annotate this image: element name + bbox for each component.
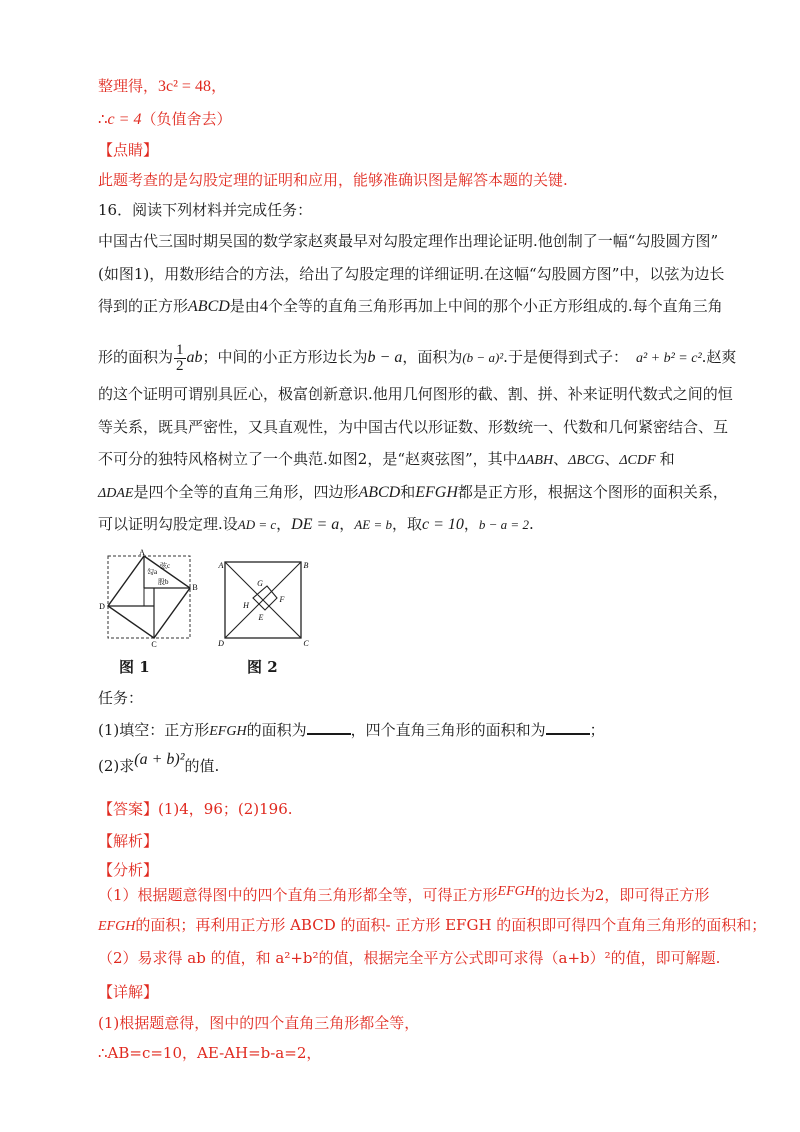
math-ae-equals-b: AE = b [354, 517, 392, 532]
text-span: ， [339, 515, 355, 533]
math-efgh: EFGH [209, 724, 247, 739]
text-span: 形的面积为 [98, 348, 174, 366]
text-span: ；中间的小正方形边长为 [202, 348, 368, 366]
problem-paragraph-line-6: 等关系，既具严密性，又具直观性，为中国古代以形证数、形数统一、代数和几何紧密结合、互 [98, 418, 729, 436]
analysis-line-2 [98, 915, 766, 937]
problem-paragraph-line-3 [98, 296, 723, 317]
text-span: （1）根据题意得图中的四个直角三角形都全等，可得正方形 [98, 886, 498, 904]
text-span: 的面积为 [246, 721, 307, 739]
therefore-symbol: ∴ [98, 110, 108, 128]
math-efgh: EFGH [415, 484, 458, 501]
answer-blank-2[interactable] [546, 719, 590, 735]
text-span: ， [276, 515, 292, 533]
math-efgh: EFGH [497, 884, 535, 899]
math-de-equals-a: DE = a [291, 516, 340, 533]
text-span: 的面积；再利用正方形 ABCD 的面积- 正方形 EFGH 的面积即可得四个直角三角形的面积和； [135, 916, 767, 934]
detail-line-2: ∴AB=c=10，AE-AH=b-a=2， [98, 1044, 322, 1062]
figure-2-caption: 图 2 [247, 658, 278, 676]
tasks-heading: 任务： [98, 689, 144, 707]
text-span: ， [463, 515, 479, 533]
answer-text: (1)4，96；(2)196. [158, 800, 293, 818]
math-four: 4 [259, 298, 268, 315]
text-span: ，四个直角三角形的面积和为 [350, 721, 546, 739]
text-span: .赵爽 [701, 348, 737, 366]
result-note: （负值舍去） [141, 110, 232, 128]
math-a-plus-b-squared: (a + b)² [134, 751, 185, 768]
fig2-label-B: B [303, 561, 309, 570]
simplify-line [98, 76, 227, 97]
problem-paragraph-line-4 [98, 340, 736, 376]
problem-paragraph-line-9 [98, 514, 534, 535]
problem-paragraph-line-5: 的这个证明可谓别具匠心，极富创新意识.他用几何图形的截、割、拼、补来证明代数式之间的恒 [98, 385, 733, 403]
problem-number-line: 16．阅读下列材料并完成任务： [98, 201, 313, 219]
math-triangle-abh: ΔABH [517, 453, 554, 468]
problem-paragraph-line-7 [98, 449, 675, 471]
result-line [98, 109, 231, 130]
text-span: 的值. [184, 757, 220, 775]
xiangjie-heading: 【详解】 [98, 983, 159, 1001]
fraction-one-half [174, 343, 186, 374]
text-span: 是四个全等的直角三角形，四边形 [133, 483, 359, 501]
text-span: 和 [400, 483, 416, 501]
text-span: 和 [659, 450, 675, 468]
fraction-denominator: 2 [176, 357, 184, 374]
fig2-label-F: F [279, 595, 285, 604]
fig1-label-A: A [139, 548, 145, 557]
math-pythagorean: a² + b² = c² [635, 351, 702, 366]
math-c-equals-10: c = 10 [421, 516, 464, 533]
text-span: (2)求 [98, 757, 135, 775]
problem-paragraph-line-8 [98, 482, 728, 504]
text-span: 可以证明勾股定理.设 [98, 515, 238, 533]
detail-line-1: (1)根据题意得，图中的四个直角三角形都全等， [98, 1014, 420, 1032]
text-span: 个全等的直角三角形再加上中间的那个小正方形组成的.每个直角三角 [267, 297, 723, 315]
math-abcd: ABCD [358, 484, 401, 501]
analysis-line-3: （2）易求得 ab 的值，和 a²+b²的值，根据完全平方公式即可求得（a+b）²的值，即可解题. [98, 949, 721, 967]
task-1-line [98, 719, 605, 742]
text-span: ，面积为 [402, 348, 463, 366]
answer-blank-1[interactable] [307, 719, 351, 735]
figure-1-caption: 图 1 [119, 658, 150, 676]
math-abcd: ABCD [188, 298, 230, 315]
fig2-label-D: D [218, 639, 224, 648]
figure-2-zhaoshuang-diagram [215, 556, 311, 648]
simplify-equation: 3c² = 48， [158, 78, 227, 95]
dianjing-text: 此题考查的是勾股定理的证明和应用，能够准确识图是解答本题的关键. [98, 171, 568, 189]
math-triangle-bcg: ΔBCG [568, 453, 605, 468]
dianjing-heading: 【点睛】 [98, 141, 159, 159]
math-b-minus-a-equals-2: b − a = 2 [478, 517, 529, 532]
figure-1-gougu-diagram [98, 548, 200, 648]
math-triangle-cdf: ΔCDF [619, 453, 656, 468]
fig2-label-H: H [243, 601, 249, 610]
math-ad-equals-c: AD = c [237, 517, 277, 532]
text-span: 的边长为2，即可得正方形 [534, 886, 710, 904]
math-area: (b − a)² [462, 350, 504, 365]
task-2-line [98, 751, 220, 777]
fig2-label-E: E [258, 613, 264, 622]
problem-paragraph-line-2: (如图1)，用数形结合的方法，给出了勾股定理的详细证明.在这幅“勾股圆方图”中，以弦为边长 [98, 265, 725, 283]
fig1-label-B: B [192, 583, 198, 592]
answer-line [98, 799, 293, 819]
problem-paragraph-line-1: 中国古代三国时期吴国的数学家赵爽最早对勾股定理作出理论证明.他创制了一幅“勾股圆方图” [98, 232, 719, 250]
text-span: 得到的正方形 [98, 297, 189, 315]
simplify-prefix: 整理得， [98, 77, 159, 95]
text-span: (1)填空：正方形 [98, 721, 210, 739]
fig2-label-A: A [218, 561, 224, 570]
text-span: .于是便得到式子： [503, 348, 628, 366]
math-triangle-dae: ΔDAE [98, 486, 134, 501]
text-span: ，取 [391, 515, 422, 533]
fig1-label-C: C [151, 640, 157, 648]
math-b-minus-a: b − a [367, 349, 403, 366]
fig2-label-C: C [303, 639, 309, 648]
analysis-line-1 [98, 885, 709, 907]
fig1-label-gou: 勾a [147, 568, 158, 576]
result-equation: c = 4 [107, 111, 142, 128]
text-span: ； [589, 721, 605, 739]
answer-label: 【答案】 [98, 800, 159, 818]
math-efgh: EFGH [98, 919, 136, 934]
text-span: 不可分的独特风格树立了一个典范.如图2，是“赵爽弦图”，其中 [98, 450, 518, 468]
text-span: 都是正方形，根据这个图形的面积关系， [457, 483, 728, 501]
fig1-label-gu: 股b [158, 578, 169, 586]
fig2-label-G: G [257, 579, 263, 588]
fraction-numerator: 1 [176, 341, 184, 358]
math-ab: ab [186, 349, 203, 366]
text-span: 是由 [229, 297, 260, 315]
text-span: 、 [553, 450, 569, 468]
text-span: 、 [604, 450, 620, 468]
fig1-label-xian: 弦c [160, 562, 171, 570]
fig1-label-D: D [99, 602, 105, 611]
fenxi-heading: 【分析】 [98, 861, 159, 879]
text-span: . [528, 515, 534, 533]
jiexi-heading: 【解析】 [98, 832, 159, 850]
